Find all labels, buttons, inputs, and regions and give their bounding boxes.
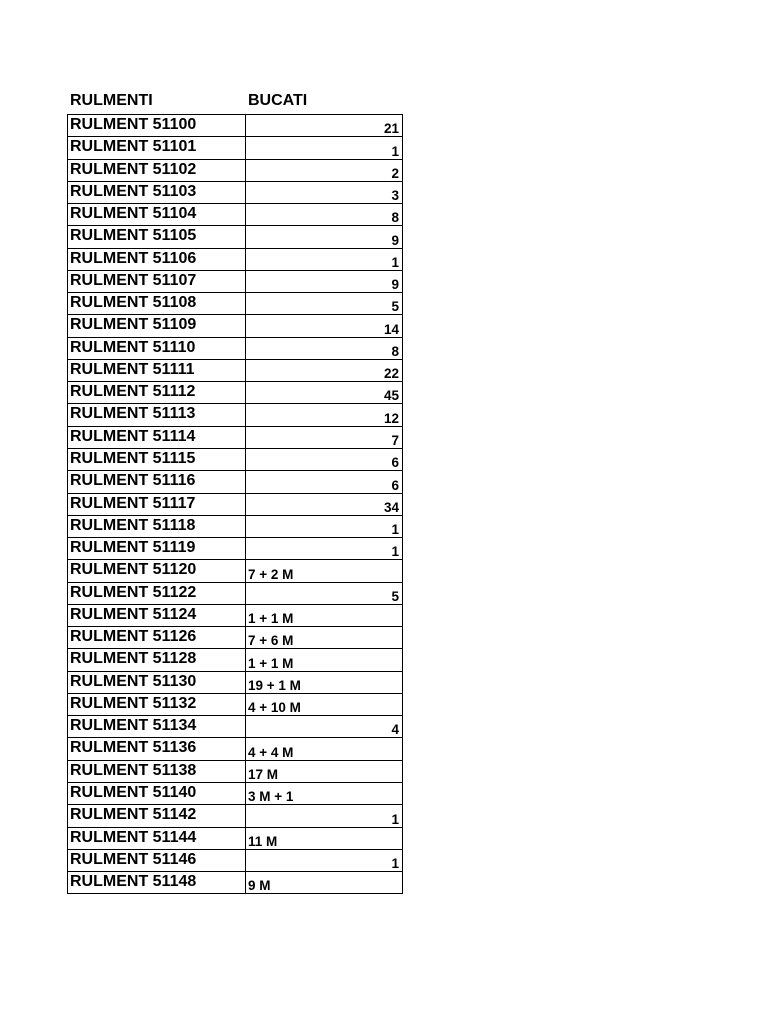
bearing-name-cell: RULMENT 51144 <box>68 827 246 849</box>
quantity-cell: 1 <box>246 849 403 871</box>
quantity-cell: 1 <box>246 137 403 159</box>
quantity-cell: 19 + 1 M <box>246 671 403 693</box>
table-row <box>68 337 403 359</box>
bearing-name-cell: RULMENT 51111 <box>68 359 246 381</box>
bearing-name-cell: RULMENT 51115 <box>68 448 246 470</box>
quantity-cell: 7 <box>246 426 403 448</box>
table-row <box>68 560 403 582</box>
table-row <box>68 181 403 203</box>
bearing-name-cell: RULMENT 51112 <box>68 382 246 404</box>
table-row <box>68 627 403 649</box>
bearing-name-cell: RULMENT 51140 <box>68 782 246 804</box>
bearing-name-cell: RULMENT 51146 <box>68 849 246 871</box>
quantity-cell: 7 + 2 M <box>246 560 403 582</box>
bearing-name-cell: RULMENT 51108 <box>68 293 246 315</box>
bearing-name-cell: RULMENT 51105 <box>68 226 246 248</box>
quantity-cell: 1 <box>246 805 403 827</box>
table-row <box>68 493 403 515</box>
bearing-name-cell: RULMENT 51132 <box>68 693 246 715</box>
quantity-cell: 5 <box>246 293 403 315</box>
quantity-cell: 9 M <box>246 872 403 894</box>
quantity-cell: 3 M + 1 <box>246 782 403 804</box>
quantity-cell: 21 <box>246 115 403 137</box>
quantity-cell: 1 + 1 M <box>246 604 403 626</box>
bearing-name-cell: RULMENT 51122 <box>68 582 246 604</box>
bearing-name-cell: RULMENT 51148 <box>68 872 246 894</box>
bearing-name-cell: RULMENT 51107 <box>68 270 246 292</box>
column-header-rulmenti: RULMENTI <box>70 92 153 109</box>
quantity-cell: 7 + 6 M <box>246 627 403 649</box>
quantity-cell: 34 <box>246 493 403 515</box>
quantity-cell: 12 <box>246 404 403 426</box>
table-row <box>68 872 403 894</box>
table-row <box>68 226 403 248</box>
bearing-name-cell: RULMENT 51114 <box>68 426 246 448</box>
table-row <box>68 426 403 448</box>
bearing-name-cell: RULMENT 51101 <box>68 137 246 159</box>
bearing-name-cell: RULMENT 51128 <box>68 649 246 671</box>
quantity-cell: 1 <box>246 538 403 560</box>
bearing-name-cell: RULMENT 51120 <box>68 560 246 582</box>
quantity-cell: 22 <box>246 359 403 381</box>
table-row <box>68 538 403 560</box>
bearings-table <box>67 114 403 894</box>
table-row <box>68 293 403 315</box>
table-row <box>68 248 403 270</box>
bearing-name-cell: RULMENT 51104 <box>68 204 246 226</box>
quantity-cell: 4 + 4 M <box>246 738 403 760</box>
quantity-cell: 6 <box>246 471 403 493</box>
table-row <box>68 649 403 671</box>
table-row <box>68 716 403 738</box>
bearing-name-cell: RULMENT 51100 <box>68 115 246 137</box>
table-row <box>68 849 403 871</box>
quantity-cell: 9 <box>246 270 403 292</box>
bearing-name-cell: RULMENT 51124 <box>68 604 246 626</box>
bearings-table-body <box>68 115 403 894</box>
table-row <box>68 827 403 849</box>
table-row <box>68 671 403 693</box>
table-row <box>68 159 403 181</box>
table-row <box>68 582 403 604</box>
quantity-cell: 1 <box>246 248 403 270</box>
quantity-cell: 14 <box>246 315 403 337</box>
bearing-name-cell: RULMENT 51136 <box>68 738 246 760</box>
bearing-name-cell: RULMENT 51109 <box>68 315 246 337</box>
table-row <box>68 448 403 470</box>
quantity-cell: 5 <box>246 582 403 604</box>
table-row <box>68 604 403 626</box>
table-row <box>68 738 403 760</box>
quantity-cell: 11 M <box>246 827 403 849</box>
bearing-name-cell: RULMENT 51102 <box>68 159 246 181</box>
quantity-cell: 8 <box>246 204 403 226</box>
quantity-cell: 3 <box>246 181 403 203</box>
table-row <box>68 315 403 337</box>
table-row <box>68 760 403 782</box>
bearing-name-cell: RULMENT 51106 <box>68 248 246 270</box>
bearing-name-cell: RULMENT 51138 <box>68 760 246 782</box>
table-row <box>68 204 403 226</box>
table-row <box>68 137 403 159</box>
bearing-name-cell: RULMENT 51130 <box>68 671 246 693</box>
table-row <box>68 404 403 426</box>
bearing-name-cell: RULMENT 51126 <box>68 627 246 649</box>
table-row <box>68 782 403 804</box>
table-row <box>68 115 403 137</box>
table-row <box>68 515 403 537</box>
bearing-name-cell: RULMENT 51113 <box>68 404 246 426</box>
table-row <box>68 805 403 827</box>
quantity-cell: 4 + 10 M <box>246 693 403 715</box>
table-row <box>68 270 403 292</box>
bearing-name-cell: RULMENT 51142 <box>68 805 246 827</box>
quantity-cell: 1 + 1 M <box>246 649 403 671</box>
table-row <box>68 693 403 715</box>
column-header-bucati: BUCATI <box>248 92 308 109</box>
quantity-cell: 8 <box>246 337 403 359</box>
quantity-cell: 45 <box>246 382 403 404</box>
bearing-name-cell: RULMENT 51118 <box>68 515 246 537</box>
quantity-cell: 9 <box>246 226 403 248</box>
bearing-name-cell: RULMENT 51103 <box>68 181 246 203</box>
bearing-name-cell: RULMENT 51116 <box>68 471 246 493</box>
quantity-cell: 6 <box>246 448 403 470</box>
table-row <box>68 382 403 404</box>
quantity-cell: 17 M <box>246 760 403 782</box>
quantity-cell: 2 <box>246 159 403 181</box>
bearing-name-cell: RULMENT 51110 <box>68 337 246 359</box>
table-row <box>68 471 403 493</box>
bearing-name-cell: RULMENT 51117 <box>68 493 246 515</box>
bearing-name-cell: RULMENT 51119 <box>68 538 246 560</box>
table-row <box>68 359 403 381</box>
bearing-name-cell: RULMENT 51134 <box>68 716 246 738</box>
quantity-cell: 4 <box>246 716 403 738</box>
quantity-cell: 1 <box>246 515 403 537</box>
